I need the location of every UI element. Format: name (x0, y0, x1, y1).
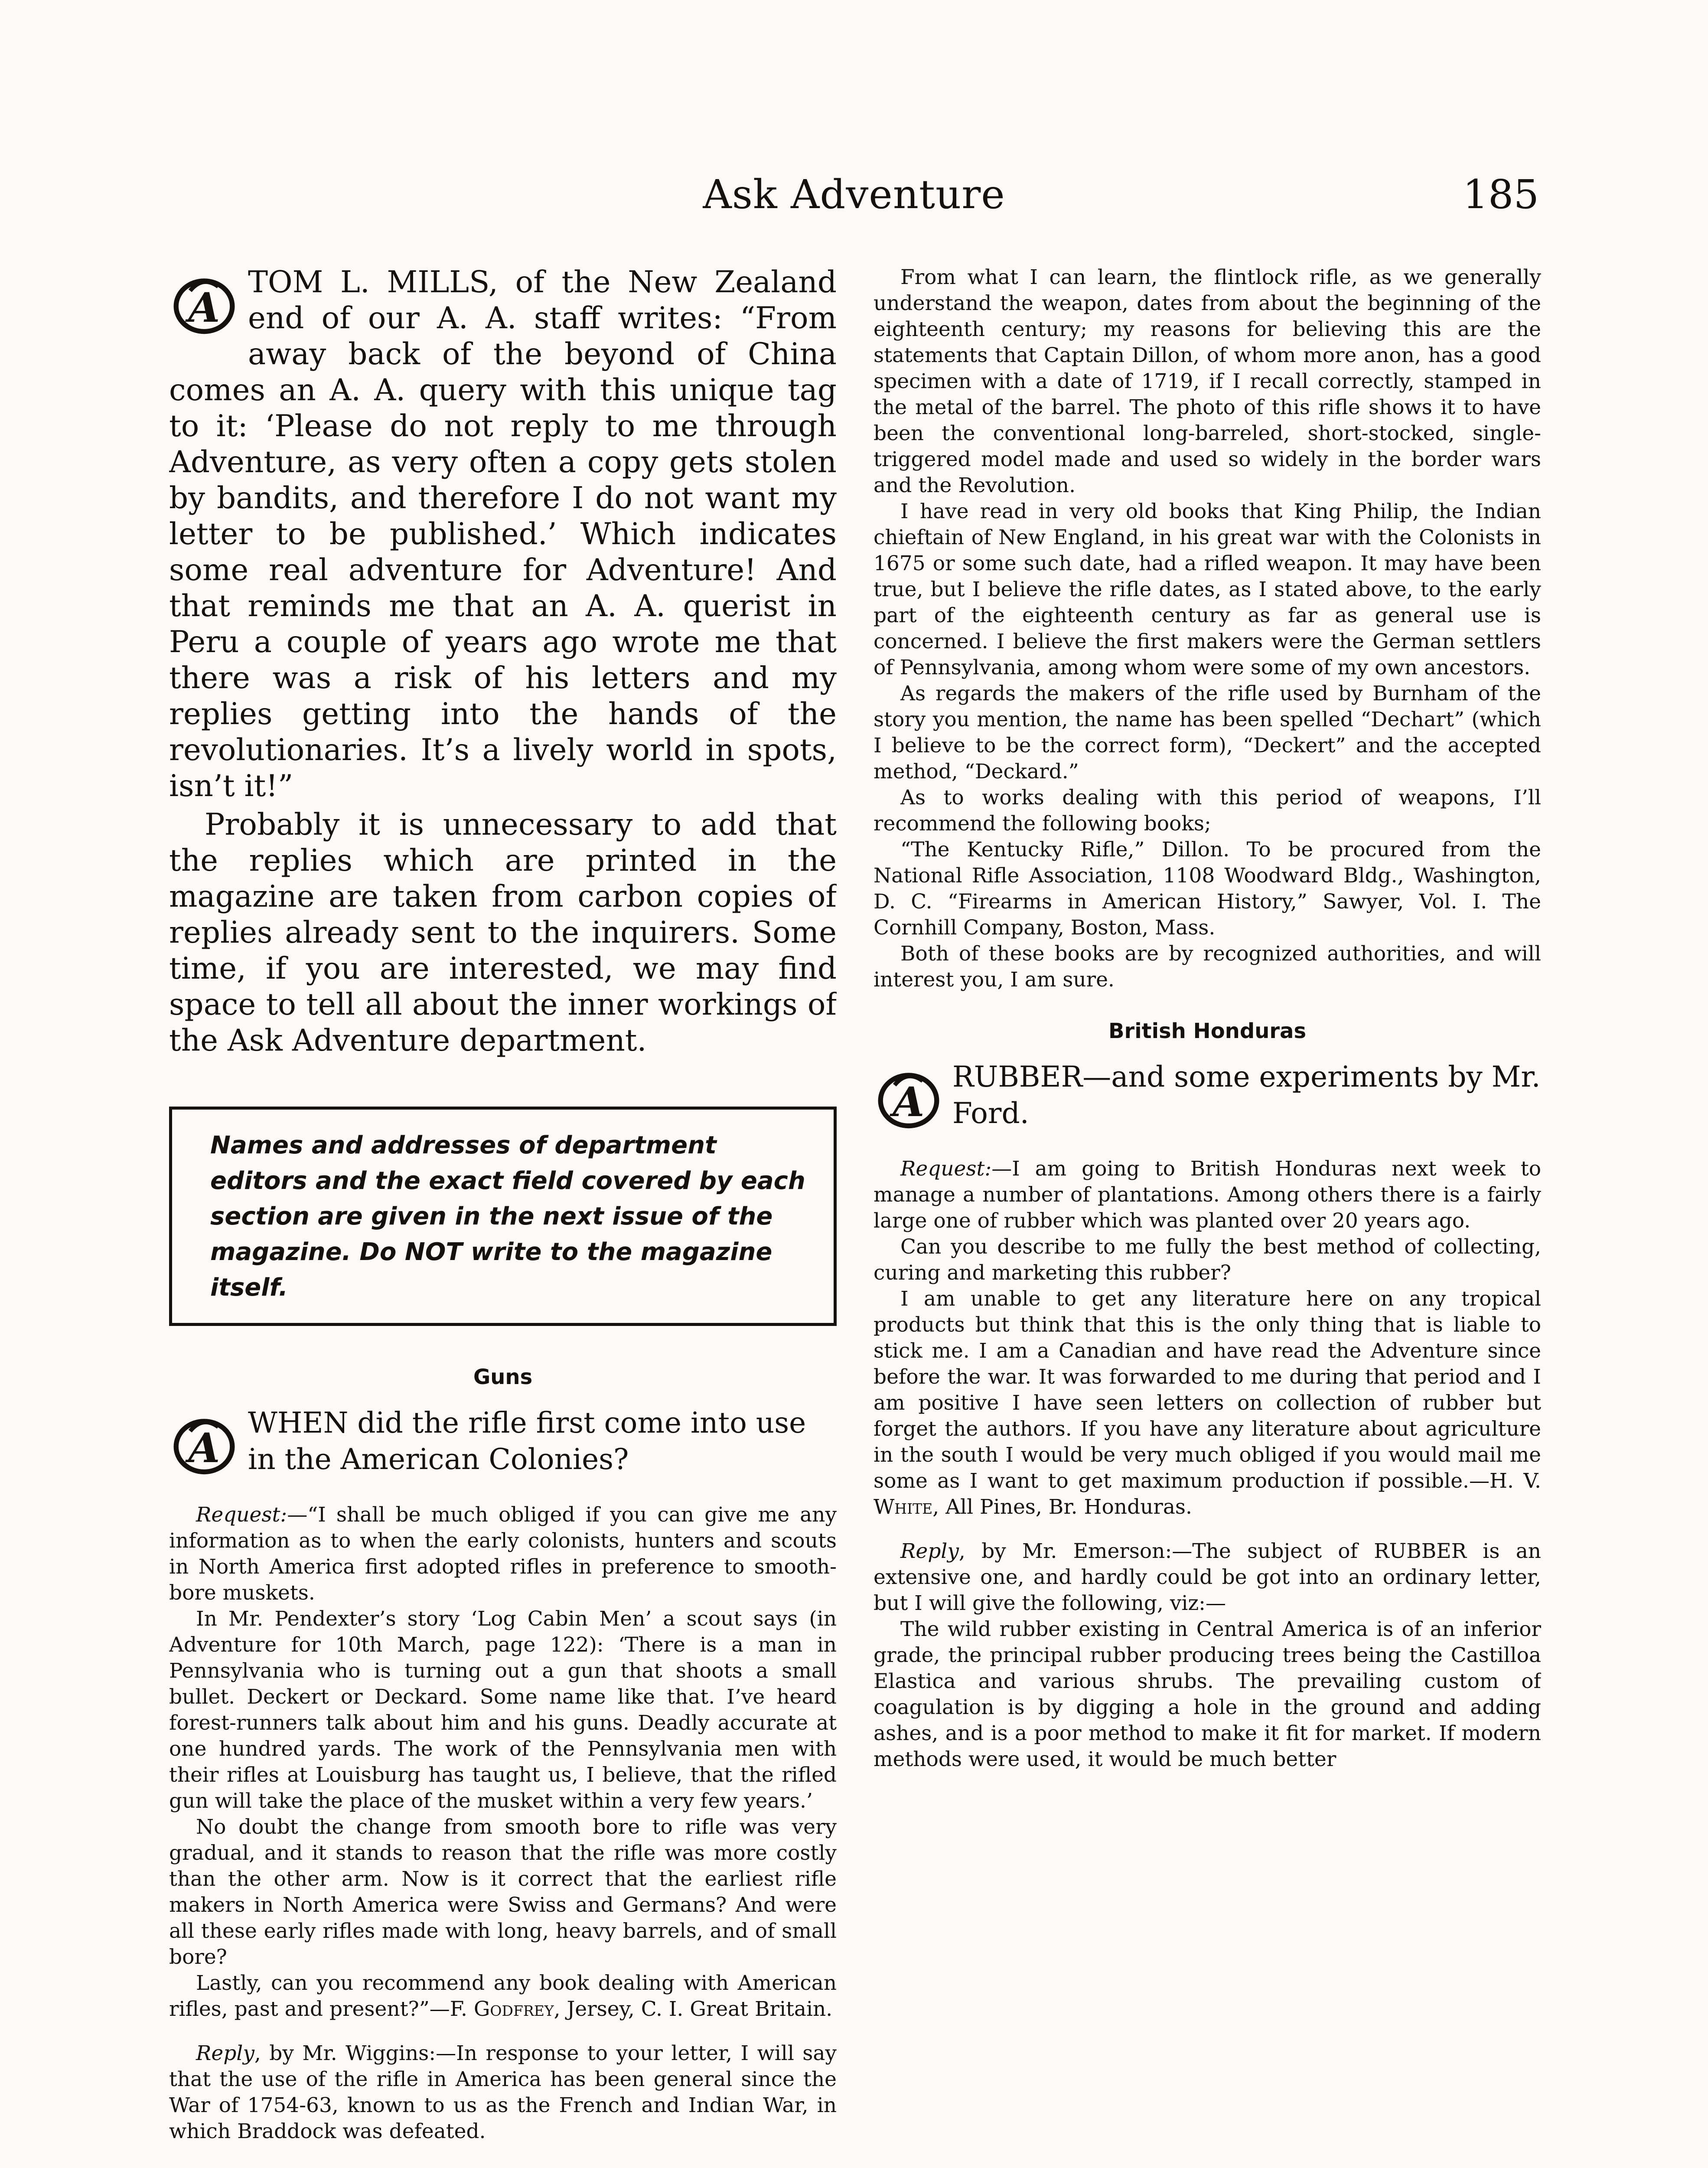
reply-text: , by Mr. Emerson:—The subject of RUBBER is an extensive one, and hardly could be got into an ordinary letter, but I will give the following, viz:— (874, 1539, 1541, 1615)
page-header (0, 171, 1708, 232)
question-guns (169, 1405, 837, 1478)
reply-paragraph: I have read in very old books that King Philip, the Indian chieftain of New England, in his great war with the Colonists in 1675 or some such date, had a rifled weapon. It may have been true, but I believe the rifle dates, as I stated above, to the early part of the eighteenth century as far as general use is concerned. I believe the first makers were the German settlers of Pennsylvania, among whom were some of my own ancestors. (874, 500, 1541, 679)
reply-paragraph (169, 2041, 837, 2145)
reply-text: , by Mr. Wiggins:—In response to your letter, I will say that the use of the rifle in America has been general since the War of 1754-63, known to us as the French and Indian War, in which Braddock was defeated. (169, 2041, 837, 2143)
reply-label: Reply (900, 1539, 959, 1563)
request-paragraph (169, 1502, 837, 1606)
reply-paragraph: The wild rubber existing in Central America is of an inferior grade, the principal rubber producing trees being the Castilloa Elastica and various shrubs. The prevailing custom of coagulation is by digging a hole in the ground and adding ashes, and is a poor method to make it fit for market. If modern methods were used, it would be much better (874, 1617, 1541, 1771)
request-paragraph (874, 1286, 1541, 1520)
reply-paragraph: From what I can learn, the flintlock rifle, as we generally understand the weapon, dates from about the beginning of the eighteenth century; my reasons for believing this are the statements that Captain Dillon, of whom more anon, has a good specimen with a date of 1719, if I recall correctly, stamped in the metal of the barrel. The photo of this rifle shows it to have been the conventional long-barreled, short-stocked, single-triggered model made and used so widely in the border wars and the Revolution. (874, 265, 1541, 497)
request-paragraph: No doubt the change from smooth bore to rifle was very gradual, and it stands to reason that the rifle was more costly than the other arm. Now is it correct that the earliest rifle makers in North America were Swiss and Germans? And were all these early rifles made with long, heavy barrels, and of small bore? (169, 1815, 837, 1969)
request-label: Request: (196, 1503, 287, 1527)
question-text: RUBBER—and some experiments by Mr. Ford. (952, 1060, 1541, 1130)
signature: H. V. White (874, 1469, 1541, 1519)
request-text: —I am going to British Honduras next week to manage a number of plantations. Among others there is a fairly large one of rubber which was planted over 20 years ago. (874, 1157, 1541, 1233)
request-text: —“I shall be much obliged if you can give me any information as to when the early colonists, hunters and scouts in North America first adopted rifles in preference to smooth-bore muskets. (169, 1503, 837, 1605)
svg-text:A: A (188, 1424, 220, 1472)
question-text: WHEN did the rifle first come into use in the American Colonies? (248, 1406, 806, 1476)
request-text: I am unable to get any literature here on any tropical products but think that this is the only thing that is liable to stick me. I am a Canadian and have read the Adventure since before the war. It was forwarded to me during that period and I am positive I have seen letters on collection of rubber but forget the authors. If you have any literature about agriculture in the south I would be very much obliged if you would mail me some as I want to get maximum production if possible.— (874, 1287, 1541, 1493)
request-paragraph (874, 1156, 1541, 1234)
section-heading-guns: Guns (473, 1365, 533, 1389)
svg-text:A: A (188, 284, 220, 332)
request-text: Lastly, can you recommend any book dealing with American rifles, past and present?”— (169, 1971, 837, 2021)
signature-place: , All Pines, Br. Honduras. (932, 1495, 1192, 1519)
signature-place: , Jersey, C. I. Great Britain. (554, 1997, 833, 2021)
section-heading-honduras: British Honduras (1108, 1019, 1307, 1043)
reply-paragraph (874, 1538, 1541, 1616)
notice-box: Names and addresses of department editors and the exact field covered by each section are given in the next issue of the magazine. Do NOT write to the magazine itself. (169, 1107, 837, 1326)
intro-paragraph-2: Probably it is unnecessary to add that the replies which are printed in the magazine are taken from carbon copies of replies already sent to the inquirers. Some time, if you are interested, we may find space to tell all about the inner workings of the Ask Adventure department. (169, 807, 837, 1058)
intro-paragraph (169, 264, 837, 804)
reply-paragraph: As to works dealing with this period of weapons, I’ll recommend the following books; (874, 786, 1541, 836)
intro-text-1: TOM L. MILLS, of the New Zealand end of our A. A. staff writes: “From away back of the beyond of China comes an A. A. query with this unique tag to it: ‘Please do not reply to me through Adventure, as very often a copy gets stolen by bandits, and therefore I do not want my letter to be published.’ Which indicates some real adventure for Adventure! And that reminds me that an A. A. querist in Peru a couple of years ago wrote me that there was a risk of his letters and my replies getting into the hands of the revolutionaries. It’s a lively world in spots, isn’t it!” (169, 265, 837, 803)
reply-paragraph: Both of these books are by recognized authorities, and will interest you, I am sure. (874, 942, 1541, 992)
right-column (874, 264, 1541, 2168)
left-column (169, 264, 837, 2168)
request-paragraph: In Mr. Pendexter’s story ‘Log Cabin Men’ a scout says (in Adventure for 10th March, page 122): ‘There is a man in Pennsylvania who is turning out a gun that shoots a small bullet. Deckert or Deckard. Some name like that. I’ve heard forest-runners talk about him and his guns. Deadly accurate at one hundred yards. The work of the Pennsylvania men with their rifles at Louisburg has taught us, I believe, that the rifled gun will take the place of the musket within a very few years.’ (169, 1607, 837, 1813)
request-paragraph (169, 1970, 837, 2022)
ask-adventure-logo-icon (169, 1410, 239, 1480)
request-paragraph: Can you describe to me fully the best method of collecting, curing and marketing this rubber? (874, 1235, 1541, 1285)
running-title: Ask Adventure (703, 171, 1005, 218)
reply-paragraph: As regards the makers of the rifle used by Burnham of the story you mention, the name has been spelled “Dechart” (which I believe to be the correct form), “Deckert” and the accepted method, “Deckard.” (874, 682, 1541, 784)
ask-adventure-logo-icon (169, 270, 239, 340)
page-number: 185 (1463, 171, 1539, 218)
svg-text:A: A (893, 1078, 925, 1126)
signature: F. Godfrey (450, 1997, 554, 2021)
question-honduras (874, 1059, 1541, 1132)
reply-paragraph: “The Kentucky Rifle,” Dillon. To be procured from the National Rifle Association, 1108 Woodward Bldg., Washington, D. C. “Firearms in American History,” Sawyer, Vol. I. The Cornhill Company, Boston, Mass. (874, 838, 1541, 940)
reply-label: Reply (196, 2041, 254, 2065)
request-label: Request: (900, 1157, 992, 1181)
ask-adventure-logo-icon (874, 1064, 944, 1134)
